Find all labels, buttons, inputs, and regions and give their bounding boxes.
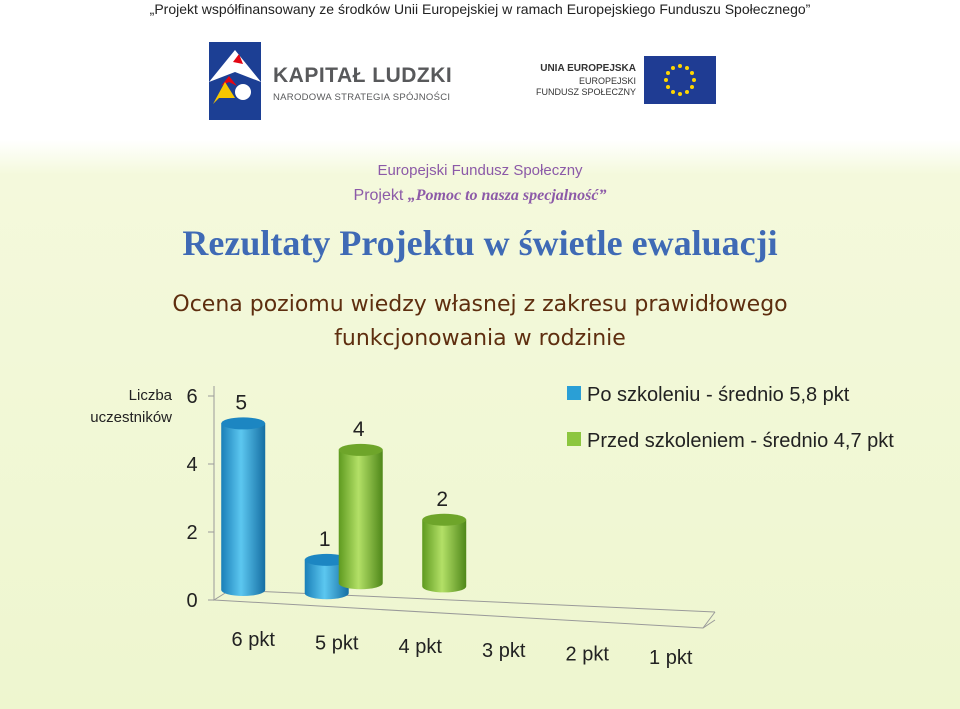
eu-line-2: EUROPEJSKI — [578, 76, 636, 86]
eu-line-3: FUNDUSZ SPOŁECZNY — [535, 87, 636, 97]
x-axis-back-line — [230, 590, 715, 612]
x-tick-label: 2 pkt — [565, 643, 609, 666]
y-tick-label: 2 — [186, 522, 198, 544]
bar-after — [221, 423, 265, 596]
bar-before-top — [422, 514, 466, 526]
x-tick-label: 3 pkt — [482, 639, 526, 662]
legend-swatch — [567, 386, 581, 400]
bar-before-top — [339, 444, 383, 456]
y-tick-label: 6 — [186, 386, 198, 408]
legend-label: Przed szkoleniem - średnio 4,7 pkt — [587, 430, 894, 452]
project-name: „Pomoc to nasza specjalność” — [407, 187, 607, 204]
legend-label: Po szkoleniu - średnio 5,8 pkt — [587, 384, 850, 406]
project-prefix: Projekt — [353, 187, 404, 204]
y-axis-label-line-2: uczestników — [90, 409, 172, 426]
page-title: Rezultaty Projektu w świetle ewaluacji — [182, 223, 778, 263]
bar-before — [422, 520, 466, 593]
x-tick-label: 6 pkt — [231, 629, 275, 651]
cofinancing-note: „Projekt współfinansowany ze środków Unii Europejskiej w ramach Europejskiego Funduszu Społecznego” — [149, 1, 811, 17]
data-label: 4 — [352, 417, 365, 441]
x-axis-front-line — [214, 600, 715, 628]
legend-swatch — [567, 432, 581, 446]
kapital-ludzki-subtitle: NARODOWA STRATEGIA SPÓJNOŚCI — [273, 92, 451, 103]
y-tick-label: 0 — [186, 590, 198, 612]
eu-line-1: UNIA EUROPEJSKA — [540, 63, 636, 74]
data-label: 2 — [436, 487, 449, 511]
chart-title-line-2: funkcjonowania w rodzinie — [334, 326, 626, 351]
bar-before — [339, 450, 383, 589]
x-tick-label: 1 pkt — [649, 647, 693, 669]
data-label: 1 — [318, 527, 331, 551]
x-axis-corner-line — [703, 612, 715, 628]
program-name: Europejski Fundusz Społeczny — [377, 162, 583, 179]
chart-title-line-1: Ocena poziomu wiedzy własnej z zakresu prawidłowego — [172, 292, 788, 317]
x-tick-label: 5 pkt — [315, 632, 359, 655]
y-tick-label: 4 — [186, 454, 198, 476]
y-axis-label-line-1: Liczba — [128, 387, 172, 404]
bar-after-top — [221, 417, 265, 429]
kapital-ludzki-wordmark: KAPITAŁ LUDZKI — [273, 64, 453, 87]
x-tick-label: 4 pkt — [398, 636, 442, 659]
data-label: 5 — [235, 391, 248, 415]
